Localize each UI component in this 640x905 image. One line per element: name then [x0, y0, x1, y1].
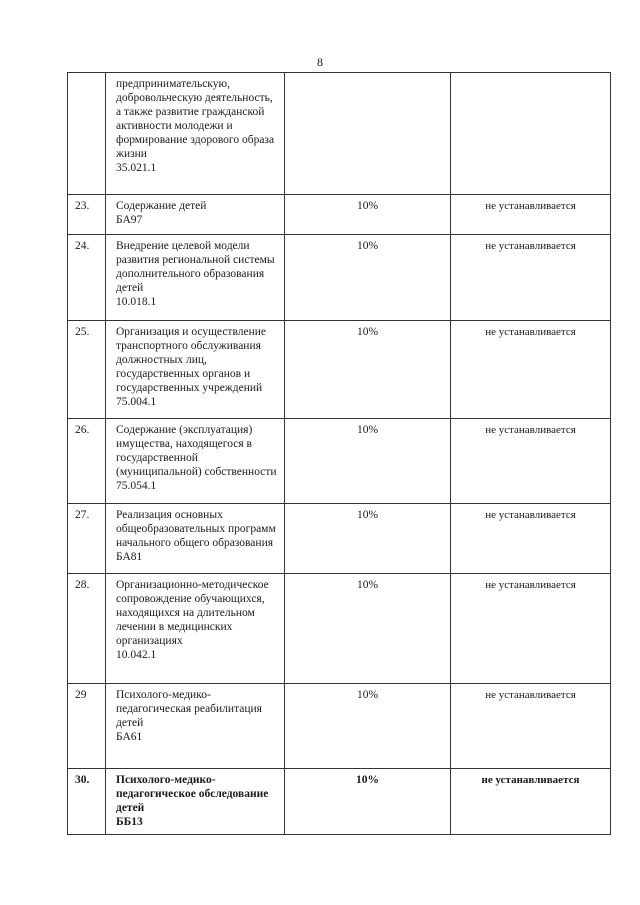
- note-cell: не устанавливается: [451, 769, 611, 835]
- service-name: Организационно-методическое сопровождение обучающихся, находящихся на длительном лечении в медицинских организациях: [116, 579, 269, 647]
- service-code: 75.054.1: [116, 480, 157, 492]
- service-name: Психолого-медико-педагогическое обследование детей: [116, 774, 269, 814]
- services-table: [67, 72, 611, 835]
- percent-cell: 10%: [285, 504, 451, 574]
- table-row: [68, 321, 611, 419]
- percent-cell: 10%: [285, 574, 451, 684]
- service-name-cell: [106, 419, 285, 504]
- service-name-cell: [106, 769, 285, 835]
- table-row: [68, 769, 611, 835]
- note-cell: не устанавливается: [451, 235, 611, 321]
- row-number: 26.: [68, 419, 106, 504]
- service-code: БА81: [116, 551, 143, 563]
- service-name: Организация и осуществление транспортного обслуживания должностных лиц, государственных органов и государственных учреждений: [116, 326, 266, 394]
- service-code: БА97: [116, 214, 143, 226]
- service-code: 75.004.1: [116, 396, 157, 408]
- service-name: Психолого-медико-педагогическая реабилитация детей: [116, 689, 262, 729]
- percent-cell: [285, 73, 451, 195]
- table-row: [68, 504, 611, 574]
- row-number: 28.: [68, 574, 106, 684]
- percent-cell: 10%: [285, 195, 451, 235]
- table-row: [68, 684, 611, 769]
- service-code: 10.018.1: [116, 296, 157, 308]
- note-cell: не устанавливается: [451, 195, 611, 235]
- row-number: 25.: [68, 321, 106, 419]
- service-name-cell: [106, 504, 285, 574]
- row-number: 27.: [68, 504, 106, 574]
- service-name: Содержание (эксплуатация) имущества, находящегося в государственной (муниципальной) собственности: [116, 424, 277, 478]
- service-name: предпринимательскую, добровольческую деятельность, а также развитие гражданской активности молодежи и формирование здорового образа жизни: [116, 78, 275, 160]
- service-name-cell: [106, 321, 285, 419]
- service-name-cell: [106, 73, 285, 195]
- row-number: [68, 73, 106, 195]
- table-row: [68, 574, 611, 684]
- percent-cell: 10%: [285, 321, 451, 419]
- note-cell: [451, 73, 611, 195]
- service-code: 35.021.1: [116, 162, 157, 174]
- service-name: Внедрение целевой модели развития региональной системы дополнительного образования детей: [116, 240, 275, 294]
- table-row: [68, 235, 611, 321]
- service-name-cell: [106, 684, 285, 769]
- row-number: 30.: [68, 769, 106, 835]
- note-cell: не устанавливается: [451, 684, 611, 769]
- note-cell: не устанавливается: [451, 419, 611, 504]
- percent-cell: 10%: [285, 684, 451, 769]
- table-row: [68, 73, 611, 195]
- row-number: 23.: [68, 195, 106, 235]
- table-row: [68, 419, 611, 504]
- row-number: 29: [68, 684, 106, 769]
- service-code: БА61: [116, 731, 143, 743]
- note-cell: не устанавливается: [451, 504, 611, 574]
- service-name: Содержание детей: [116, 200, 207, 212]
- percent-cell: 10%: [285, 419, 451, 504]
- row-number: 24.: [68, 235, 106, 321]
- service-code: 10.042.1: [116, 649, 157, 661]
- service-code: ББ13: [116, 816, 143, 828]
- service-name: Реализация основных общеобразовательных программ начального общего образования: [116, 509, 276, 549]
- page-number: 8: [317, 55, 323, 69]
- service-name-cell: [106, 235, 285, 321]
- percent-cell: 10%: [285, 769, 451, 835]
- service-name-cell: [106, 195, 285, 235]
- service-name-cell: [106, 574, 285, 684]
- percent-cell: 10%: [285, 235, 451, 321]
- table-row: [68, 195, 611, 235]
- note-cell: не устанавливается: [451, 321, 611, 419]
- note-cell: не устанавливается: [451, 574, 611, 684]
